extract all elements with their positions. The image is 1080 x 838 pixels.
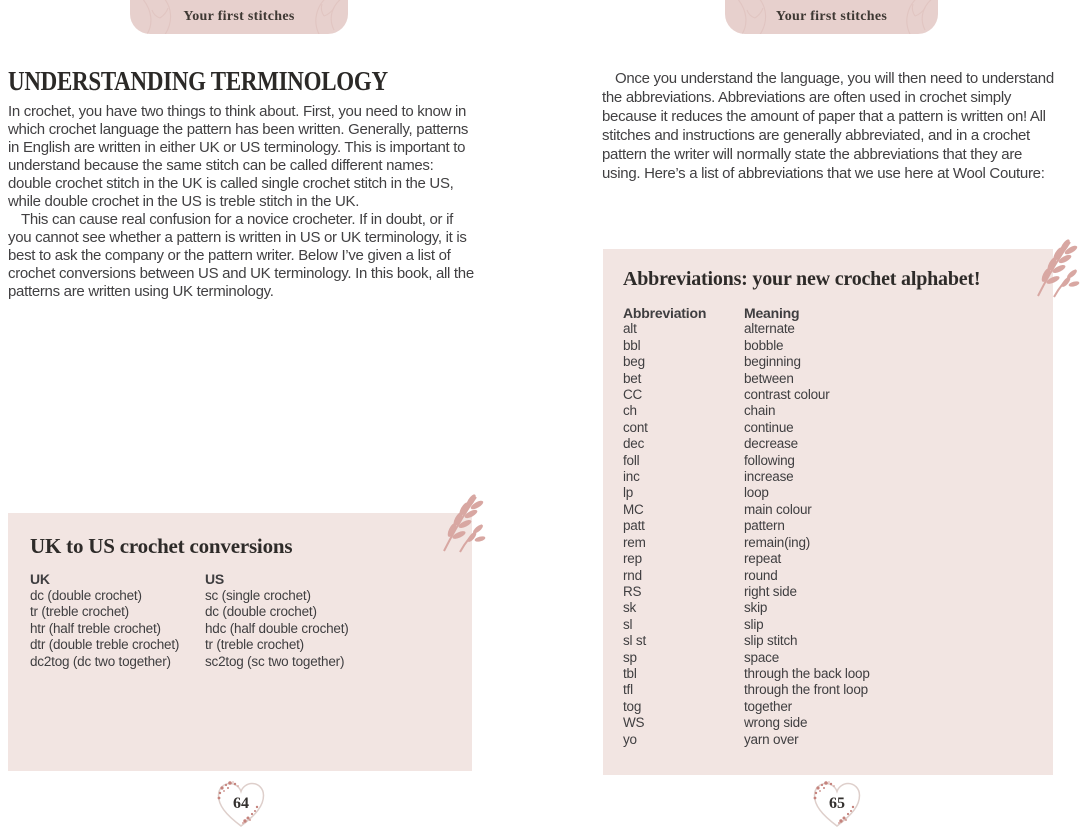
table-row (623, 650, 870, 666)
meaning: round (744, 567, 778, 583)
box-heading: Abbreviations: your new crochet alphabet! (623, 268, 981, 290)
table-row (623, 732, 870, 748)
abbreviation: rem (623, 534, 646, 550)
abbreviation: cont (623, 419, 648, 435)
abbreviation: foll (623, 452, 640, 468)
table-header-row (30, 571, 349, 588)
table-row (623, 354, 870, 370)
abbreviation: sp (623, 649, 637, 665)
table-row (623, 551, 870, 567)
chapter-tab-left (130, 0, 348, 34)
box-heading: UK to US crochet conversions (30, 534, 293, 558)
table-row (623, 436, 870, 452)
meaning: remain(ing) (744, 534, 811, 550)
abbreviation: sk (623, 600, 637, 616)
abbreviation: rep (623, 551, 642, 567)
meaning: beginning (744, 354, 801, 370)
us-term: dc (double crochet) (205, 604, 317, 620)
uk-term: dc2tog (dc two together) (30, 653, 171, 669)
abbreviation: bbl (623, 337, 641, 353)
page-number-right (808, 778, 866, 836)
meaning: together (744, 698, 792, 714)
table-row (623, 420, 870, 436)
conversion-box (8, 513, 472, 771)
table-row (623, 518, 870, 534)
chapter-tab-right (725, 0, 938, 34)
meaning: between (744, 370, 794, 386)
page-number-left (212, 778, 270, 836)
meaning: increase (744, 469, 794, 485)
abbreviation: MC (623, 501, 644, 517)
meaning: chain (744, 403, 776, 419)
abbreviations-box (603, 249, 1053, 775)
table-row (623, 584, 870, 600)
table-row (623, 453, 870, 469)
meaning: through the front loop (744, 682, 868, 698)
column-header: Meaning (744, 305, 800, 321)
abbreviation: tbl (623, 665, 637, 681)
table-row (623, 633, 870, 649)
abbreviation: tfl (623, 682, 633, 698)
uk-term: dtr (double treble crochet) (30, 637, 180, 653)
table-row (30, 588, 349, 605)
table-row (623, 338, 870, 354)
meaning: skip (744, 600, 768, 616)
abbreviation: CC (623, 387, 643, 403)
table-row (623, 321, 870, 337)
table-row (30, 621, 349, 638)
meaning: through the back loop (744, 665, 870, 681)
table-row (623, 371, 870, 387)
uk-term: tr (treble crochet) (30, 604, 129, 620)
meaning: following (744, 452, 795, 468)
left-body-text (8, 103, 474, 301)
conversion-table (30, 571, 349, 671)
table-row (623, 715, 870, 731)
column-header: Abbreviation (623, 305, 707, 321)
us-term: sc2tog (sc two together) (205, 653, 345, 669)
table-row (30, 654, 349, 671)
meaning: decrease (744, 436, 798, 452)
meaning: bobble (744, 337, 784, 353)
table-row (623, 502, 870, 518)
abbreviation: sl st (623, 633, 647, 649)
table-row (30, 637, 349, 654)
table-row (623, 568, 870, 584)
body-paragraph: In crochet, you have two things to think about. First, you need to know in which crochet language the pattern has been written. Generally, patterns in English are written in either UK or US terminology. This is important to understand because the same stitch can be called different names: double crochet stitch in the UK is called single crochet stitch in the US, while double crochet in the US is treble stitch in the UK. (8, 103, 469, 210)
abbreviation: inc (623, 469, 640, 485)
abbreviation: ch (623, 403, 637, 419)
meaning: slip (744, 616, 764, 632)
abbreviation: yo (623, 731, 637, 747)
table-row (623, 469, 870, 485)
table-header-row (623, 305, 870, 321)
table-row (623, 666, 870, 682)
table-row (623, 485, 870, 501)
table-row (30, 604, 349, 621)
us-term: sc (single crochet) (205, 587, 311, 603)
body-paragraph: Once you understand the language, you will then need to understand the abbreviations. Abbreviations are often used in crochet simply because it reduces the amount of paper that a pattern is written on! All stitches and instructions are generally abbreviated, and in a crochet pattern the writer will normally state the abbreviations that they are using. Here’s a list of abbreviations that we use here at Wool Couture: (602, 70, 1054, 182)
meaning: repeat (744, 551, 782, 567)
uk-term: dc (double crochet) (30, 587, 142, 603)
column-header: US (205, 571, 225, 587)
uk-term: htr (half treble crochet) (30, 620, 161, 636)
page-number: 65 (829, 795, 845, 812)
table-row (623, 617, 870, 633)
table-row (623, 403, 870, 419)
abbreviation: rnd (623, 567, 642, 583)
body-paragraph: This can cause real confusion for a novice crocheter. If in doubt, or if you cannot see whether a pattern is written in US or UK terminology, it is best to ask the company or the pattern writer. Below I’ve given a list of crochet conversions between US and UK terminology. In this book, all the patterns are written using UK terminology. (8, 211, 474, 300)
page-title: UNDERSTANDING TERMINOLOGY (8, 66, 388, 96)
meaning: contrast colour (744, 387, 830, 403)
meaning: space (744, 649, 780, 665)
meaning: yarn over (744, 731, 799, 747)
abbreviation: patt (623, 518, 645, 534)
meaning: slip stitch (744, 633, 798, 649)
us-term: hdc (half double crochet) (205, 620, 349, 636)
page-number: 64 (233, 795, 249, 812)
abbreviation: WS (623, 715, 645, 731)
chapter-tab-label: Your first stitches (775, 9, 888, 24)
abbreviation: dec (623, 436, 645, 452)
meaning: pattern (744, 518, 785, 534)
meaning: continue (744, 419, 794, 435)
table-row (623, 699, 870, 715)
right-body-text (602, 69, 1062, 183)
abbreviations-table (623, 305, 870, 748)
meaning: loop (744, 485, 769, 501)
abbreviation: bet (623, 370, 642, 386)
meaning: alternate (744, 321, 795, 337)
leaf-sprig-icon (438, 489, 486, 553)
abbreviation: lp (623, 485, 634, 501)
table-row (623, 600, 870, 616)
column-header: UK (30, 571, 50, 587)
table-row (623, 535, 870, 551)
abbreviation: alt (623, 321, 637, 337)
meaning: wrong side (744, 715, 808, 731)
meaning: main colour (744, 501, 812, 517)
abbreviation: RS (623, 583, 642, 599)
abbreviation: sl (623, 616, 633, 632)
table-row (623, 387, 870, 403)
table-row (623, 682, 870, 698)
abbreviation: tog (623, 698, 642, 714)
abbreviation: beg (623, 354, 645, 370)
us-term: tr (treble crochet) (205, 637, 304, 653)
leaf-sprig-icon (1032, 234, 1080, 298)
meaning: right side (744, 583, 797, 599)
chapter-tab-label: Your first stitches (183, 9, 295, 24)
